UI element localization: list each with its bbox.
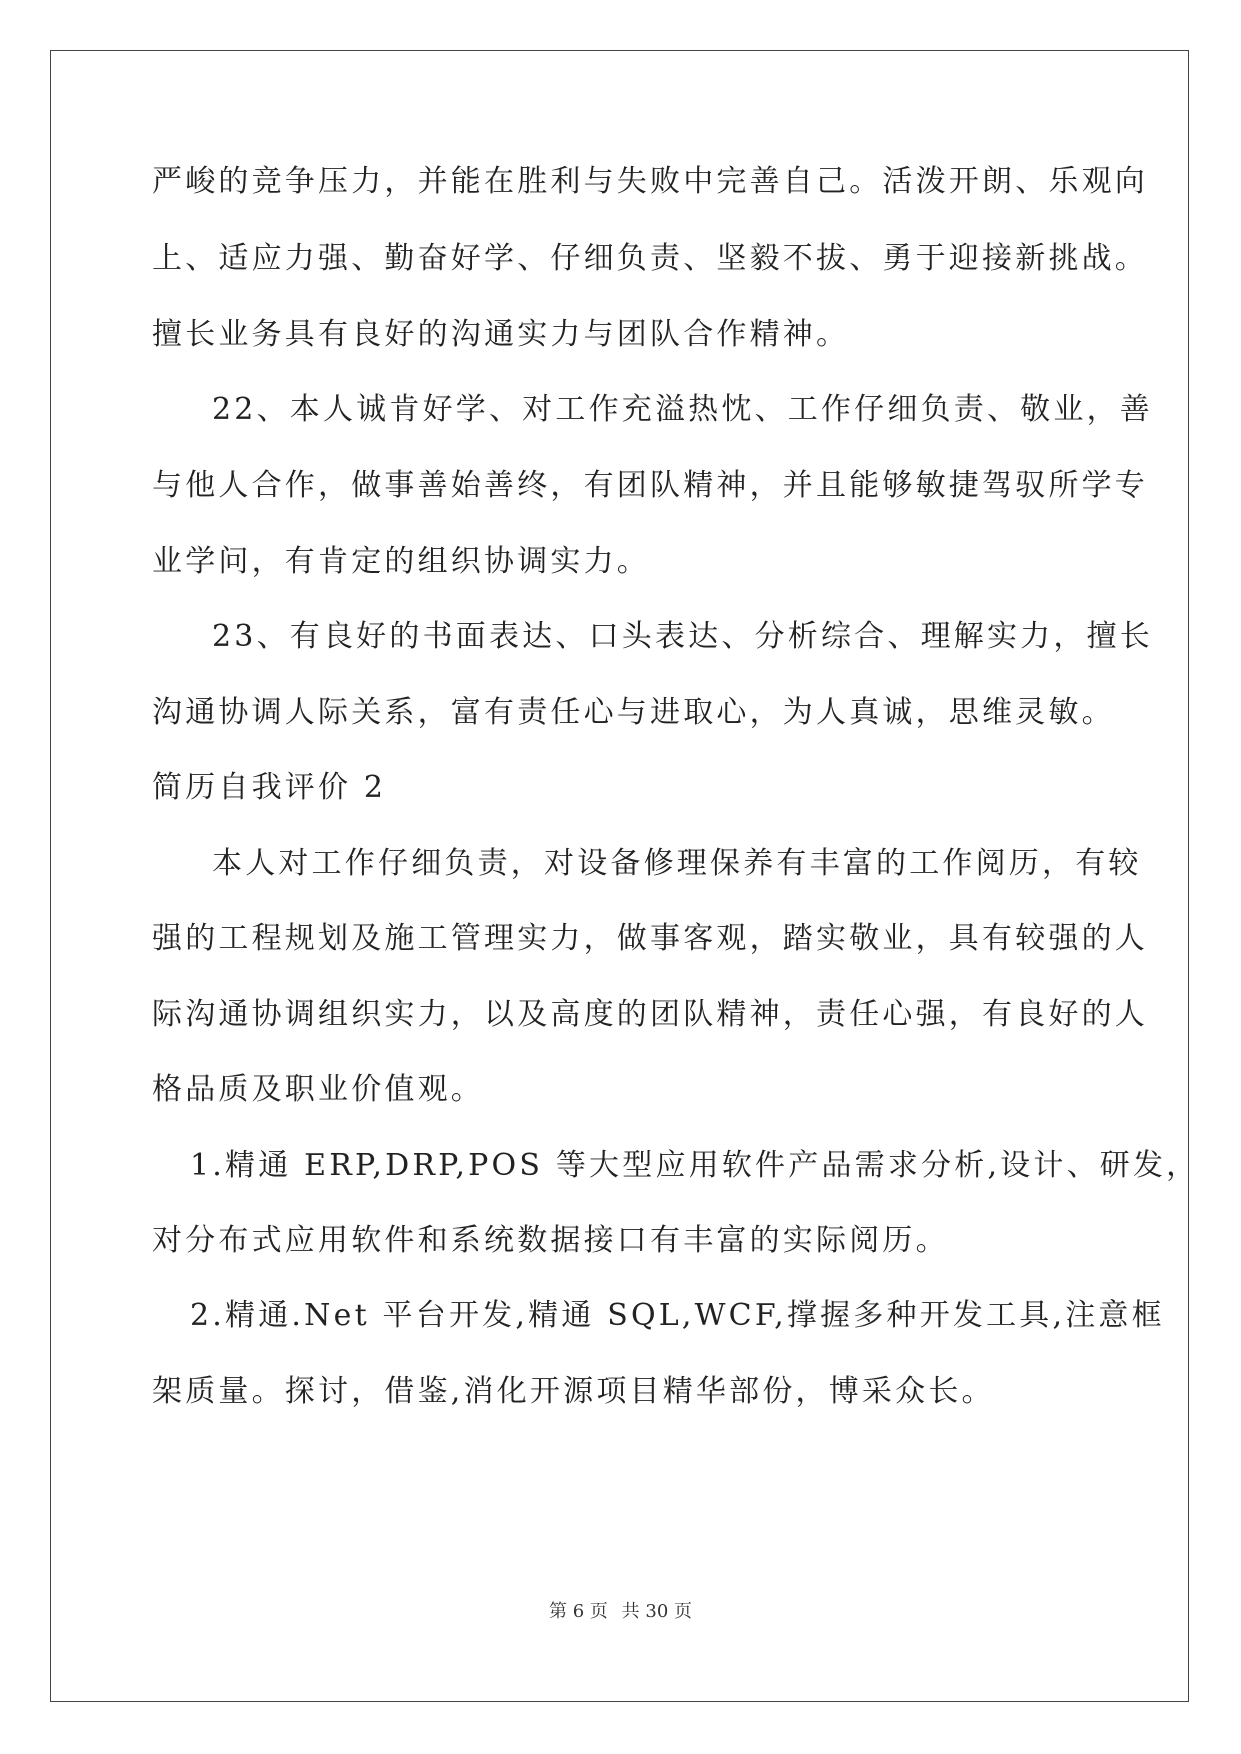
text-line: 与他人合作，做事善始善终，有团队精神，并且能够敏捷驾驭所学专 xyxy=(152,468,1148,503)
text-line: 际沟通协调组织实力，以及高度的团队精神，责任心强，有良好的人 xyxy=(152,997,1148,1032)
text-line: 22、本人诚肯好学、对工作充溢热忱、工作仔细负责、敬业，善 xyxy=(212,392,1153,427)
text-line: 1.精通 ERP,DRP,POS 等大型应用软件产品需求分析,设计、研发， xyxy=(190,1148,1200,1183)
text-line: 架质量。探讨，借鉴,消化开源项目精华部份，博采众长。 xyxy=(152,1374,995,1409)
text-line: 擅长业务具有良好的沟通实力与团队合作精神。 xyxy=(152,317,850,352)
text-line: 格品质及职业价值观。 xyxy=(152,1072,484,1107)
text-line: 2.精通.Net 平台开发,精通 SQL,WCF,撑握多种开发工具,注意框 xyxy=(190,1298,1165,1333)
text-line: 对分布式应用软件和系统数据接口有丰富的实际阅历。 xyxy=(152,1223,949,1258)
text-line: 本人对工作仔细负责，对设备修理保养有丰富的工作阅历，有较 xyxy=(212,846,1142,881)
text-line: 严峻的竞争压力，并能在胜利与失败中完善自己。活泼开朗、乐观向 xyxy=(152,164,1148,199)
text-line: 业学问，有肯定的组织协调实力。 xyxy=(152,544,650,579)
text-line: 强的工程规划及施工管理实力，做事客观，踏实敬业，具有较强的人 xyxy=(152,921,1148,956)
section-heading: 简历自我评价 2 xyxy=(152,770,387,805)
text-line: 上、适应力强、勤奋好学、仔细负责、坚毅不拔、勇于迎接新挑战。 xyxy=(152,241,1148,276)
text-line: 沟通协调人际关系，富有责任心与进取心，为人真诚，思维灵敏。 xyxy=(152,695,1115,730)
page-number-current: 第 6 页 xyxy=(549,1601,608,1622)
page-number-total: 共 30 页 xyxy=(621,1601,692,1622)
page-footer xyxy=(0,1597,1241,1623)
text-line: 23、有良好的书面表达、口头表达、分析综合、理解实力，擅长 xyxy=(212,619,1153,654)
